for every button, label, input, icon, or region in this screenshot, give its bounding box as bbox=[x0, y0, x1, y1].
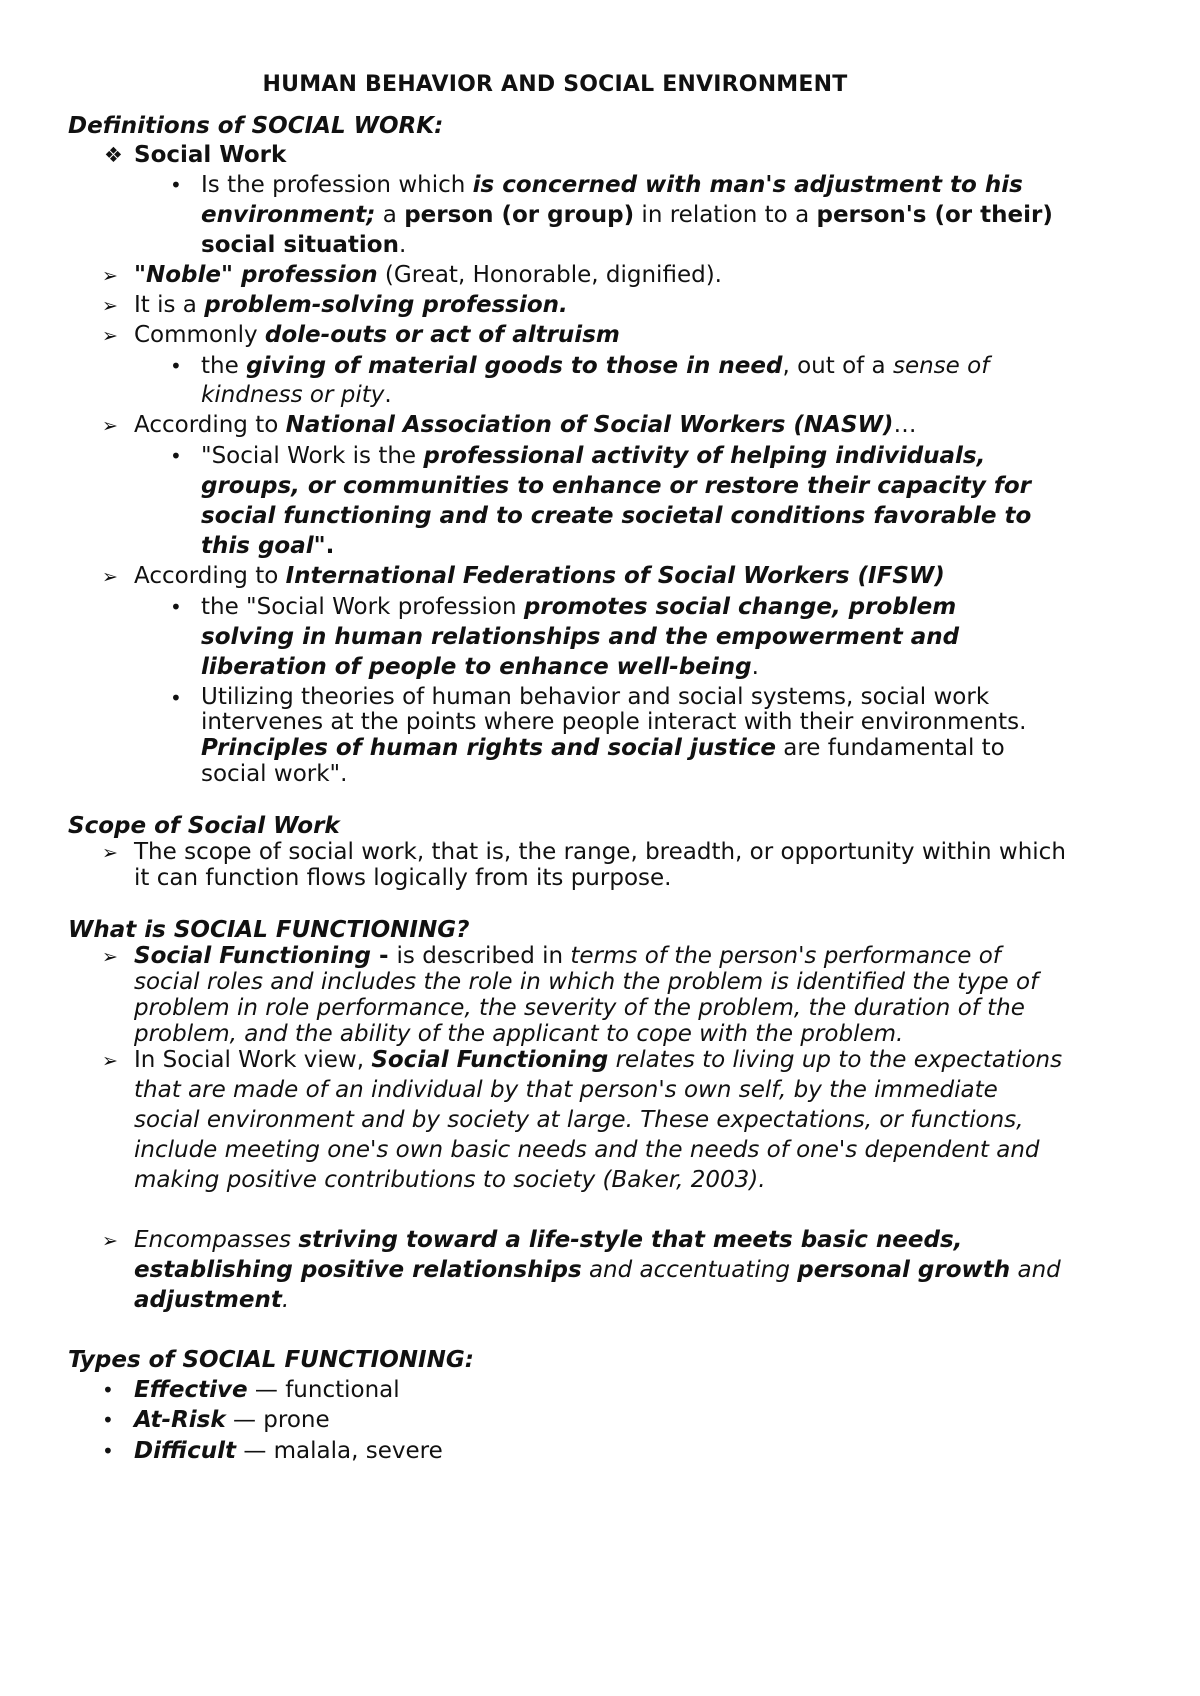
functioning-p2-line-5: making positive contributions to society (Baker, 2003). bbox=[134, 1167, 766, 1193]
type-item-at-risk: At-Risk — prone bbox=[134, 1407, 330, 1433]
bullet-icon: • bbox=[170, 686, 182, 710]
functioning-p2-line-4: include meeting one's own basic needs and the needs of one's dependent and bbox=[134, 1137, 1040, 1163]
bullet-icon: • bbox=[170, 354, 182, 378]
ifsw-quote2-line-1: Utilizing theories of human behavior and social systems, social work bbox=[201, 684, 990, 710]
functioning-p1-line-4: problem, and the ability of the applicant to cope with the problem. bbox=[134, 1021, 904, 1047]
scope-line-2: it can function flows logically from its purpose. bbox=[134, 865, 672, 891]
sw-definition-line-2: environment; a person (or group) in relation to a person's (or their) bbox=[201, 202, 1053, 228]
arrow-bullet-icon: ➢ bbox=[102, 842, 118, 864]
noble-profession-line: "Noble" profession (Great, Honorable, dignified). bbox=[134, 262, 722, 288]
ifsw-quote2-line-4: social work". bbox=[201, 761, 348, 787]
bullet-icon: • bbox=[102, 1378, 114, 1402]
scope-line-1: The scope of social work, that is, the range, breadth, or opportunity within which bbox=[134, 839, 1066, 865]
document-title: HUMAN BEHAVIOR AND SOCIAL ENVIRONMENT bbox=[262, 72, 848, 97]
scope-heading: Scope of Social Work bbox=[68, 813, 340, 839]
nasw-quote-line-4: this goal". bbox=[201, 533, 335, 559]
functioning-p2-line-2: that are made of an individual by that person's own self, by the immediate bbox=[134, 1077, 998, 1103]
arrow-bullet-icon: ➢ bbox=[102, 566, 118, 588]
ifsw-quote1-line-1: the "Social Work profession promotes social change, problem bbox=[201, 594, 957, 620]
types-heading: Types of SOCIAL FUNCTIONING: bbox=[68, 1347, 474, 1373]
functioning-p2-line-1: In Social Work view, Social Functioning relates to living up to the expectations bbox=[134, 1047, 1063, 1073]
ifsw-quote2-line-2: intervenes at the points where people interact with their environments. bbox=[201, 709, 1027, 735]
sw-definition-line-3: social situation. bbox=[201, 232, 407, 258]
nasw-quote-line-3: social functioning and to create societal conditions favorable to bbox=[201, 503, 1032, 529]
sw-definition-line-1: Is the profession which is concerned with man's adjustment to his bbox=[201, 172, 1023, 198]
definitions-heading: Definitions of SOCIAL WORK: bbox=[68, 113, 444, 139]
bullet-icon: • bbox=[170, 595, 182, 619]
bullet-icon: • bbox=[170, 444, 182, 468]
ifsw-quote1-line-3: liberation of people to enhance well-being. bbox=[201, 654, 759, 680]
functioning-heading: What is SOCIAL FUNCTIONING? bbox=[68, 917, 470, 943]
type-item-difficult: Difficult — malala, severe bbox=[134, 1438, 443, 1464]
arrow-bullet-icon: ➢ bbox=[102, 1050, 118, 1072]
arrow-bullet-icon: ➢ bbox=[102, 325, 118, 347]
functioning-p3-line-1: Encompasses striving toward a life-style that meets basic needs, bbox=[134, 1227, 963, 1253]
bullet-icon: • bbox=[102, 1408, 114, 1432]
commonly-line: Commonly dole-outs or act of altruism bbox=[134, 322, 620, 348]
functioning-p1-line-3: problem in role performance, the severity of the problem, the duration of the bbox=[134, 995, 1025, 1021]
arrow-bullet-icon: ➢ bbox=[102, 1230, 118, 1252]
functioning-p3-line-2: establishing positive relationships and accentuating personal growth and bbox=[134, 1257, 1061, 1283]
nasw-quote-line-1: "Social Work is the professional activity of helping individuals, bbox=[201, 443, 986, 469]
social-work-label: Social Work bbox=[134, 142, 287, 168]
ifsw-line: According to International Federations of Social Workers (IFSW) bbox=[134, 563, 945, 589]
bullet-icon: • bbox=[102, 1439, 114, 1463]
functioning-p1-line-1: Social Functioning - is described in terms of the person's performance of bbox=[134, 943, 1001, 969]
ifsw-quote1-line-2: solving in human relationships and the empowerment and bbox=[201, 624, 960, 650]
nasw-line: According to National Association of Social Workers (NASW)… bbox=[134, 412, 917, 438]
giving-line-2: kindness or pity. bbox=[201, 382, 392, 408]
type-item-effective: Effective — functional bbox=[134, 1377, 400, 1403]
problem-solving-line: It is a problem-solving profession. bbox=[134, 292, 568, 318]
bullet-icon: • bbox=[170, 173, 182, 197]
arrow-bullet-icon: ➢ bbox=[102, 946, 118, 968]
giving-line-1: the giving of material goods to those in need, out of a sense of bbox=[201, 353, 990, 379]
arrow-bullet-icon: ➢ bbox=[102, 265, 118, 287]
nasw-quote-line-2: groups, or communities to enhance or restore their capacity for bbox=[201, 473, 1032, 499]
functioning-p2-line-3: social environment and by society at large. These expectations, or functions, bbox=[134, 1107, 1024, 1133]
arrow-bullet-icon: ➢ bbox=[102, 295, 118, 317]
arrow-bullet-icon: ➢ bbox=[102, 415, 118, 437]
diamond-bullet-icon: ❖ bbox=[104, 143, 123, 167]
functioning-p3-line-3: adjustment. bbox=[134, 1287, 290, 1313]
ifsw-quote2-line-3: Principles of human rights and social justice are fundamental to bbox=[201, 735, 1005, 761]
functioning-p1-line-2: social roles and includes the role in which the problem is identified the type of bbox=[134, 969, 1039, 995]
